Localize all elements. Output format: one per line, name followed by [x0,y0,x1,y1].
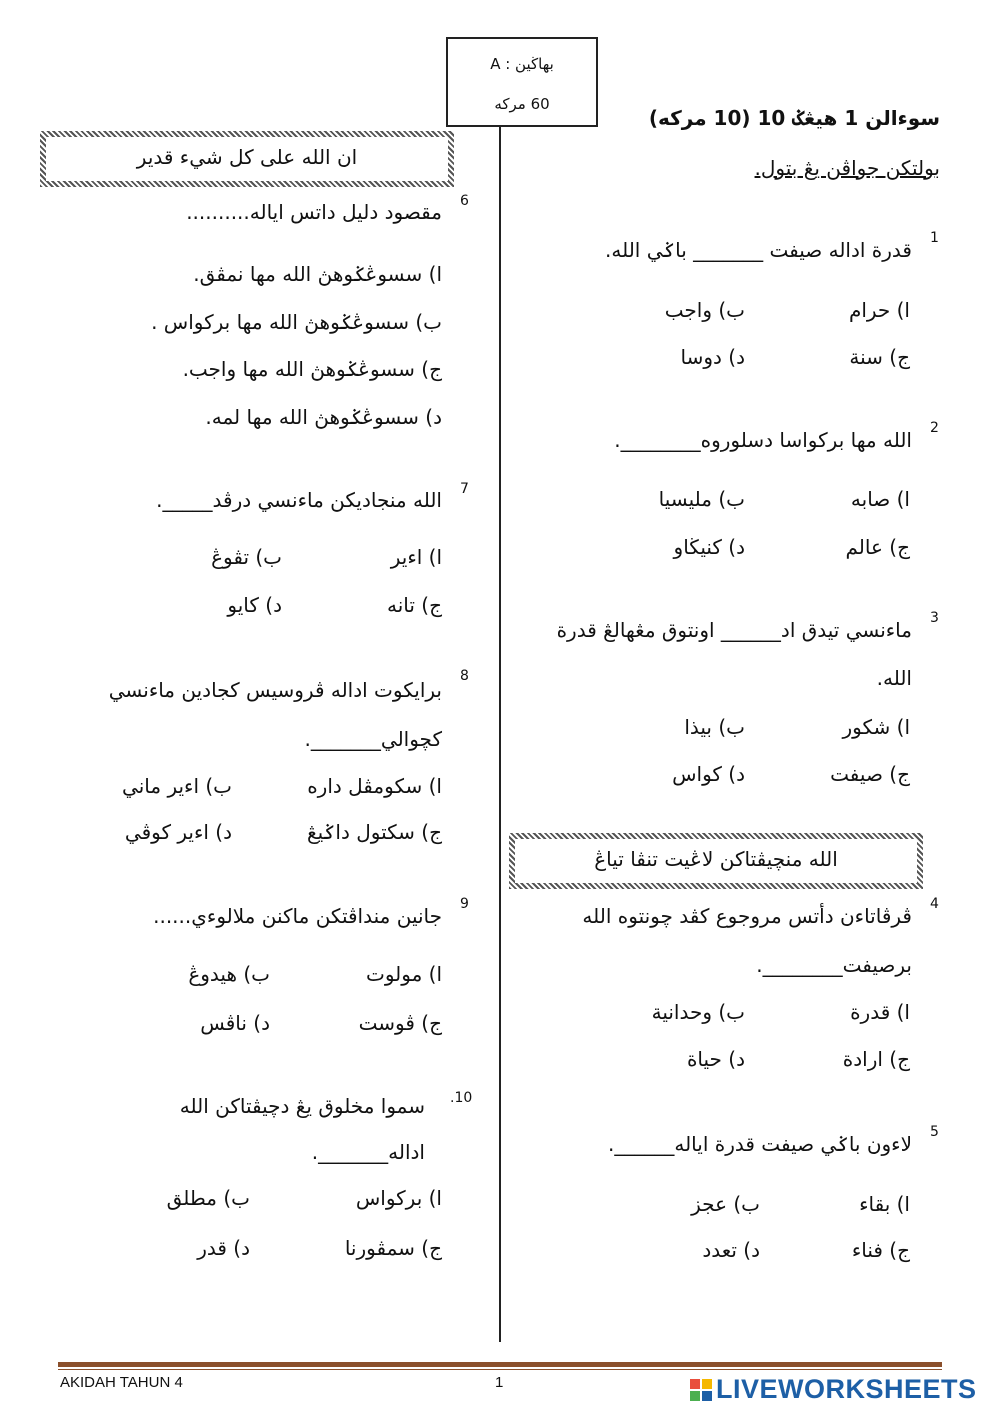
option-d[interactable]: د) حياة [686,1047,745,1071]
option-b[interactable]: ب) واجب [664,298,745,322]
option-b[interactable]: ب) عجز [691,1192,760,1216]
question-number: 6 [460,193,469,209]
option-c[interactable]: ج) صيفت [830,762,910,786]
option-d[interactable]: د) دوسا [680,345,745,369]
option-a[interactable]: ا) سسوڠݢوهڽ الله مها نمڤق. [193,262,442,286]
question-text-cont: كچوالي_______. [304,727,442,751]
question-number: .10 [450,1090,473,1106]
option-b[interactable]: ب) وحدانية [651,1000,745,1024]
option-c[interactable]: ج) ڤوست [358,1011,442,1035]
question-text: سموا مخلوق يڠ دچيڤتاكن الله [179,1094,425,1118]
option-c[interactable]: ج) سسوڠݢوهڽ الله مها واجب. [182,357,442,381]
option-c[interactable]: ج) فناء [851,1238,910,1262]
question-number: 5 [930,1124,939,1140]
question-number: 2 [930,420,939,436]
option-a[interactable]: ا) حرام [848,298,910,322]
topic-box-left [40,131,454,187]
option-d[interactable]: د) اءير كوڤي [124,820,232,844]
option-d[interactable]: د) كايو [227,593,282,617]
question-number: 9 [460,896,469,912]
option-d[interactable]: د) قدر [197,1236,250,1260]
option-a[interactable]: ا) مولوت [365,962,442,986]
option-a[interactable]: ا) صابه [850,487,910,511]
option-b[interactable]: ب) بيذا [684,715,745,739]
footer-rule [58,1362,942,1367]
option-c[interactable]: ج) تانه [386,593,442,617]
option-d[interactable]: د) تعدد [702,1238,760,1262]
page-number: 1 [495,1374,504,1391]
question-number: 1 [930,230,939,246]
option-d[interactable]: د) كواس [672,762,745,786]
brand-name: LIVEWORKSHEETS [716,1374,977,1404]
question-text-cont: برصيفت________. [756,953,912,977]
question-text: الله مها بركواسا دسلوروه________. [614,428,912,452]
option-b[interactable]: ب) مليسيا [658,487,745,511]
question-number: 4 [930,896,939,912]
section-label: بهاڬين : A [490,55,554,73]
section-header-box [446,37,598,127]
option-c[interactable]: ج) سمڤورنا [344,1236,442,1260]
question-text: ڤرڤاتاءن دأتس مروجوع كڤد چونتوه الله [582,904,912,928]
option-a[interactable]: ا) سكومڤل داره [307,774,442,798]
question-text: برايكوت اداله ڤروسيس كجادين ماءنسي [108,678,442,702]
topic-text: الله منچيڤتاكن لاڠيت تنڤا تياڠ [594,847,838,871]
option-a[interactable]: ا) بركواس [355,1186,442,1210]
question-text: مقصود دليل داتس اياله.......... [186,200,442,224]
option-d[interactable]: د) سسوڠݢوهڽ الله مها لمه. [205,405,442,429]
question-text-cont: الله. [876,666,912,690]
topic-box-right [509,833,923,889]
question-text: جانين منداڤتكن ماكنن ملالوءي...... [153,904,442,928]
option-c[interactable]: ج) عالم [845,535,910,559]
option-b[interactable]: ب) مطلق [166,1186,250,1210]
option-d[interactable]: د) ناڤس [200,1011,270,1035]
option-a[interactable]: ا) قدرة [850,1000,910,1024]
question-number: 8 [460,668,469,684]
option-a[interactable]: ا) بقاء [859,1192,910,1216]
question-text: قدرة اداله صيفت _______ باݢي الله. [605,238,912,262]
option-a[interactable]: ا) شكور [842,715,910,739]
liveworksheets-logo-icon [690,1379,712,1401]
question-number: 3 [930,610,939,626]
question-text: لاءون باݢي صيفت قدرة اياله______. [608,1132,912,1156]
footer-subject: AKIDAH TAHUN 4 [60,1374,183,1391]
question-title: سوءالن 1 هيڠݢ 10 (10 مركه) [648,106,940,130]
option-a[interactable]: ا) اءير [390,545,442,569]
question-text-cont: اداله_______. [311,1140,425,1164]
option-b[interactable]: ب) هيدوڠ [188,962,270,986]
option-d[interactable]: د) كنيڬاو [673,535,745,559]
option-c[interactable]: ج) سكتول داݢيڠ [307,820,442,844]
option-b[interactable]: ب) سسوڠݢوهڽ الله مها بركواس . [151,310,442,334]
column-divider [499,127,501,1342]
instruction: بولتكن جواڤن يڠ بتول. [754,156,940,180]
option-b[interactable]: ب) تڤوڠ [211,545,282,569]
question-text: ماءنسي تيدق اد______ اونتوق مڠهالڠ قدرة [556,618,912,642]
topic-text: ان الله على كل شيء قدير [136,145,358,169]
brand-logo-text [690,1374,977,1405]
option-c[interactable]: ج) سنة [849,345,910,369]
question-text: الله منجاديكن ماءنسي درڤد_____. [156,488,442,512]
option-c[interactable]: ج) ارادة [842,1047,910,1071]
marks-label: 60 مركه [494,95,550,113]
footer-rule-thin [58,1369,942,1370]
option-b[interactable]: ب) اءير ماني [122,774,232,798]
question-number: 7 [460,481,469,497]
